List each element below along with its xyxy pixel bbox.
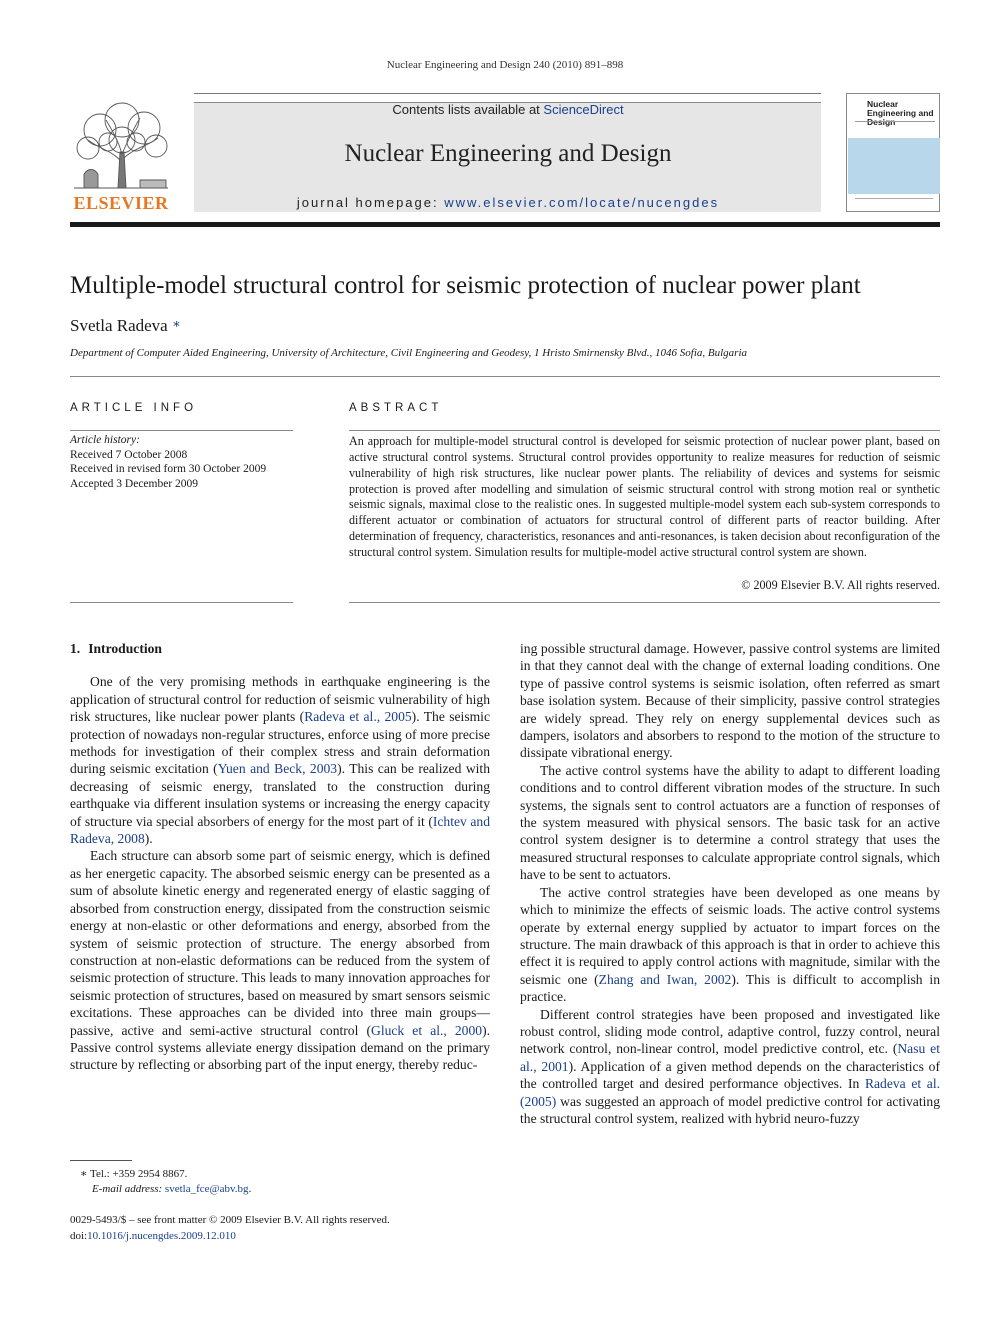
abstract-copyright: © 2009 Elsevier B.V. All rights reserved. bbox=[741, 578, 940, 592]
abstract-bottom-rule bbox=[349, 602, 940, 603]
journal-homepage bbox=[0, 195, 992, 210]
cover-subtitle-rule bbox=[855, 121, 935, 124]
body-column-left bbox=[70, 640, 490, 1074]
contents-line bbox=[0, 102, 992, 117]
paragraph bbox=[520, 884, 940, 1006]
section-title: Introduction bbox=[88, 641, 162, 656]
paragraph bbox=[70, 673, 490, 847]
article-info-rule bbox=[70, 430, 293, 431]
reference-link[interactable]: Radeva et al. (2005) bbox=[520, 1076, 940, 1109]
reference-link[interactable]: Nasu et al., 2001 bbox=[520, 1041, 940, 1074]
doi-label: doi: bbox=[70, 1230, 88, 1242]
abstract-rule bbox=[349, 430, 940, 431]
author-name: Svetla Radeva bbox=[70, 316, 168, 335]
contents-prefix: Contents lists available at bbox=[392, 102, 544, 117]
footnote bbox=[80, 1167, 251, 1197]
cover-footer-rule bbox=[855, 198, 933, 204]
corresponding-author-mark[interactable]: ∗ bbox=[171, 316, 181, 331]
text-run: ). The seismic protection of nowadays non-regular structures, enforce using of more precise methods for investigation of their complex stress and strain deformation during seismic excitation ( bbox=[70, 709, 490, 777]
text-run: The active control systems have the ability to adapt to different loading conditions and to control different vibration modes of the structure. In such systems, the signals sent to control actuators are a function of responses of the system measured with physical sensors. The basic task for an active control system designer is to determine a control strategy that uses the measured structural responses to calculate appropriate control signals, which have to be sent to actuators. bbox=[520, 762, 940, 883]
cover-image bbox=[848, 138, 940, 194]
text-run: ). bbox=[144, 831, 153, 847]
revised-date: Received in revised form 30 October 2009 bbox=[70, 463, 267, 476]
abstract-text: An approach for multiple-model structural control is developed for seismic protection of nuclear power plant, based on active structural control systems. Structural control provides opportunity to realize measures for reduction of seismic vulnerability of high risk structures, like nuclear power plants. The reliability of devices and systems for seismic protection is proved after modelling and simulation of seismic structural control with strong motion real or synthetic seismic signals, maximal close to the realistic ones. In suggested multiple-model system each sub-system corresponds to different actuator or combination of actuators for structural control of different parts of reactor building. After determination of frequency, characteristics, resonances and anti-resonances, is taken decision about reconfiguration of the structural control system. Simulation results for multiple-model active structural control system are shown. bbox=[349, 434, 940, 559]
text-run: Different control strategies have been proposed and investigated like robust control, sliding mode control, adaptive control, fuzzy control, neural network control, non-linear control, model predictive control, etc. ( bbox=[520, 1006, 940, 1057]
text-run: . bbox=[248, 1183, 252, 1195]
reference-link[interactable]: Radeva et al., 2005 bbox=[304, 709, 412, 725]
article-history bbox=[70, 433, 295, 491]
issn-line: 0029-5493/$ – see front matter © 2009 Elsevier B.V. All rights reserved. bbox=[70, 1214, 390, 1226]
received-date: Received 7 October 2008 bbox=[70, 448, 188, 461]
journal-name: Nuclear Engineering and Design bbox=[344, 140, 672, 167]
header-divider bbox=[70, 376, 940, 377]
sciencedirect-link[interactable]: ScienceDirect bbox=[543, 102, 624, 117]
footnote-rule bbox=[70, 1160, 132, 1161]
paragraph bbox=[520, 762, 940, 884]
email-link[interactable]: svetla_fce@abv.bg bbox=[164, 1183, 249, 1195]
affiliation: Department of Computer Aided Engineering, University of Architecture, Civil Engineering and Geodesy, 1 Hristo Smirnensky Blvd., 1046 Sofia, Bulgaria bbox=[70, 347, 748, 359]
paragraph bbox=[70, 847, 490, 1073]
article-info-bottom-rule bbox=[70, 602, 293, 603]
footnote-tel: ∗ Tel.: +359 2954 8867. bbox=[80, 1168, 188, 1180]
masthead-rule bbox=[70, 222, 940, 227]
reference-link[interactable]: Gluck et al., 2000 bbox=[371, 1022, 483, 1038]
homepage-prefix: journal homepage: bbox=[296, 195, 445, 210]
body-column-right bbox=[520, 640, 940, 1127]
paragraph bbox=[520, 1006, 940, 1128]
accepted-date: Accepted 3 December 2009 bbox=[70, 477, 199, 490]
text-run: ). This is difficult to accomplish in practice. bbox=[520, 971, 940, 1005]
text-run: Each structure can absorb some part of seismic energy, which is defined as her energetic capacity. The absorbed seismic energy can be presented as a sum of absolute kinetic energy and regenerated energy of elastic sagging of absorbed from construction energy, dissipated from the construction seismic energy at non-elastic or other deformations and energy, absorbed from the system of seismic protection of structure. The energy absorbed from construction at non-elastic deformations can be reduced from the system of seismic protection of structure. This leads to many innovation approaches for seismic protection of structures, based on measured by smart sensors seismic excitations. These approaches can be divided into three main groups—passive, active and semi-active structural control ( bbox=[70, 848, 490, 1038]
abstract-body bbox=[349, 434, 940, 561]
author bbox=[70, 316, 181, 336]
text-run: ). This can be realized with decreasing of seismic energy, translated to the construction during earthquake via different insulation systems or increasing the energy capacity of structure via special absorbers of energy for the most part of it ( bbox=[70, 761, 490, 829]
text-run: ing possible structural damage. However, passive control systems are limited in that they cannot deal with the change of external loading conditions. One type of passive control systems is seismic isolation, often referred as smart base isolation system. Because of their simplicity, passive control strategies are widely spread. They rely on energy supplemental devices such as dampers, isolators and absorbers to respond to the motion of the structure to dissipate vibrational energy. bbox=[520, 641, 940, 761]
history-label: Article history: bbox=[70, 434, 140, 446]
front-matter bbox=[70, 1212, 390, 1244]
text-run: The active control strategies have been developed as one means by which to minimize the effects of seismic loads. The active control systems operate by external energy supplied by actuator to impart forces on the structure. The main drawback of this approach is that in order to achieve this effect it is required to apply control actions with magnitude, similar with the seismic one ( bbox=[520, 884, 940, 987]
article-title: Multiple-model structural control for seismic protection of nuclear power plant bbox=[70, 272, 861, 299]
journal-cover-thumbnail[interactable] bbox=[846, 93, 940, 212]
article-info-heading: ARTICLE INFO bbox=[70, 402, 198, 414]
elsevier-wordmark: ELSEVIER bbox=[73, 193, 169, 213]
section-heading bbox=[70, 640, 490, 657]
text-run: One of the very promising methods in earthquake engineering is the application of structural control for reduction of seismic vulnerability of high risk structures, like nuclear power plants ( bbox=[70, 674, 490, 725]
cover-title: Nuclear Engineering and Design bbox=[867, 99, 934, 127]
reference-link[interactable]: Zhang and Iwan, 2002 bbox=[598, 971, 732, 987]
email-label: E-mail address: bbox=[92, 1183, 163, 1195]
text-run: ). Application of a given method depends on the characteristics of the controlled target and desired performance objectives. In bbox=[520, 1058, 940, 1092]
reference-link[interactable]: Yuen and Beck, 2003 bbox=[217, 761, 338, 777]
doi-line bbox=[70, 1228, 390, 1244]
reference-link[interactable]: Ichtev and Radeva, 2008 bbox=[70, 813, 490, 847]
doi-link[interactable]: 10.1016/j.nucengdes.2009.12.010 bbox=[87, 1230, 236, 1242]
text-run: was suggested an approach of model predictive control for activating the structural control system, realized with hybrid neuro-fuzzy bbox=[520, 1093, 940, 1126]
section-number: 1. bbox=[70, 641, 81, 656]
journal-citation: Nuclear Engineering and Design 240 (2010) 891–898 bbox=[386, 59, 624, 71]
abstract-heading: ABSTRACT bbox=[349, 402, 443, 414]
banner-top-rule bbox=[194, 93, 821, 94]
paragraph bbox=[520, 640, 940, 762]
homepage-link[interactable]: www.elsevier.com/locate/nucengdes bbox=[444, 195, 720, 210]
text-run: ). Passive control systems alleviate energy dissipation demand on the primary structure by reflecting or absorbing part of the input energy, thereby reduc- bbox=[70, 1022, 491, 1073]
footnote-email-line bbox=[80, 1182, 251, 1197]
